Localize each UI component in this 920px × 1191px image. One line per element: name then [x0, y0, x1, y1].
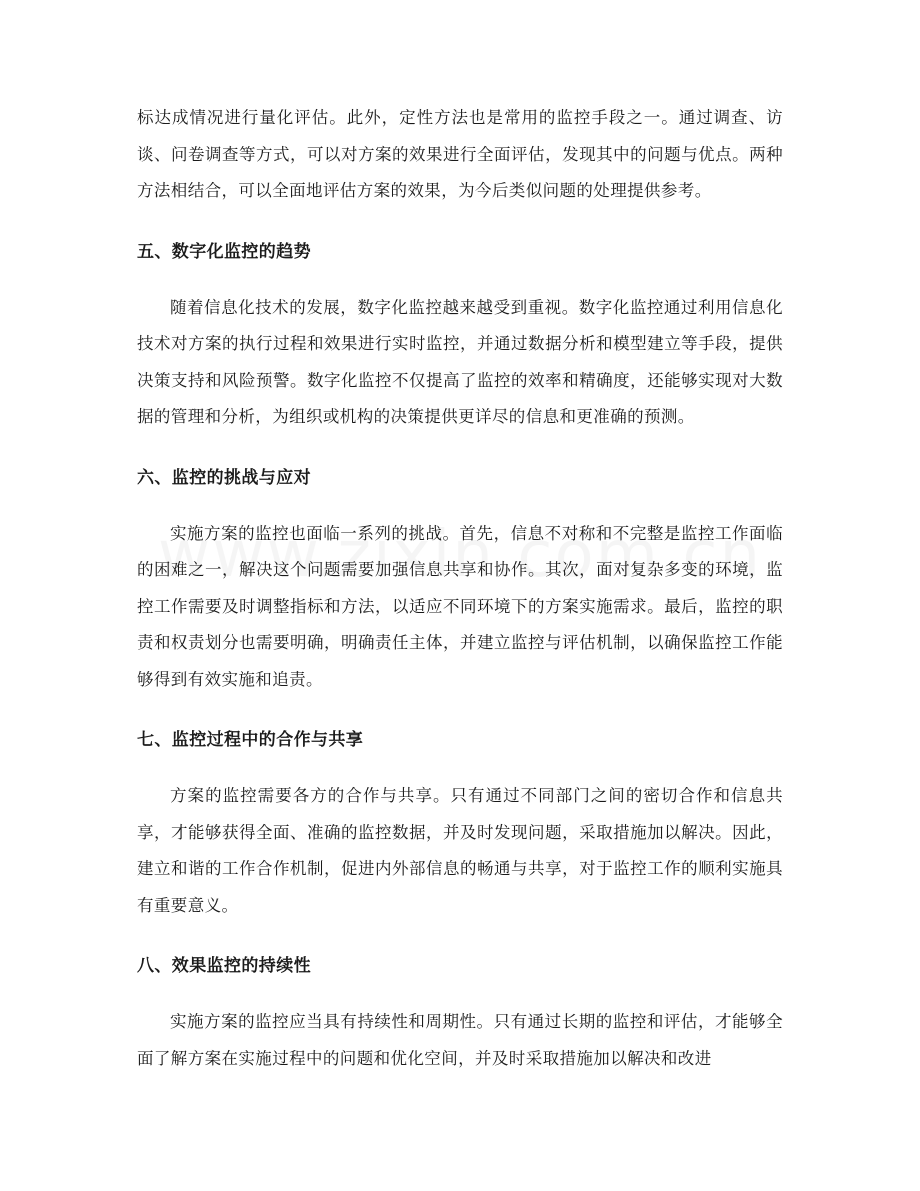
section-heading-7: 七、监控过程中的合作与共享: [137, 730, 364, 750]
section-heading-8: 八、效果监控的持续性: [137, 956, 311, 976]
paragraph-intro-continued: 标达成情况进行量化评估。此外，定性方法也是常用的监控手段之一。通过调查、访谈、问卷调查等方式，可以对方案的效果进行全面评估，发现其中的问题与优点。两种方法相结合，可以全面地评估方案的效果，为今后类似问题的处理提供参考。: [137, 108, 783, 200]
document-body: [137, 100, 783, 1077]
section-heading-5: 五、数字化监控的趋势: [137, 241, 311, 262]
paragraph-section-8: 实施方案的监控应当具有持续性和周期性。只有通过长期的监控和评估，才能够全面了解方案在实施过程中的问题和优化空间，并及时采取措施加以解决和改进: [137, 1012, 783, 1068]
section-heading-6: 六、监控的挑战与应对: [137, 467, 311, 488]
paragraph-section-7: 方案的监控需要各方的合作与共享。只有通过不同部门之间的密切合作和信息共享，才能够获得全面、准确的监控数据，并及时发现问题，采取措施加以解决。因此，建立和谐的工作合作机制，促进内外部信息的畅通与共享，对于监控工作的顺利实施具有重要意义。: [137, 786, 783, 915]
paragraph-section-6: 实施方案的监控也面临一系列的挑战。首先，信息不对称和不完整是监控工作面临的困难之一，解决这个问题需要加强信息共享和协作。其次，面对复杂多变的环境，监控工作需要及时调整指标和方法，以适应不同环境下的方案实施需求。最后，监控的职责和权责划分也需要明确，明确责任主体，并建立监控与评估机制，以确保监控工作能够得到有效实施和追责。: [137, 523, 783, 689]
paragraph-section-5: 随着信息化技术的发展，数字化监控越来越受到重视。数字化监控通过利用信息化技术对方案的执行过程和效果进行实时监控，并通过数据分析和模型建立等手段，提供决策支持和风险预警。数字化监控不仅提高了监控的效率和精确度，还能够实现对大数据的管理和分析，为组织或机构的决策提供更详尽的信息和更准确的预测。: [137, 297, 783, 426]
